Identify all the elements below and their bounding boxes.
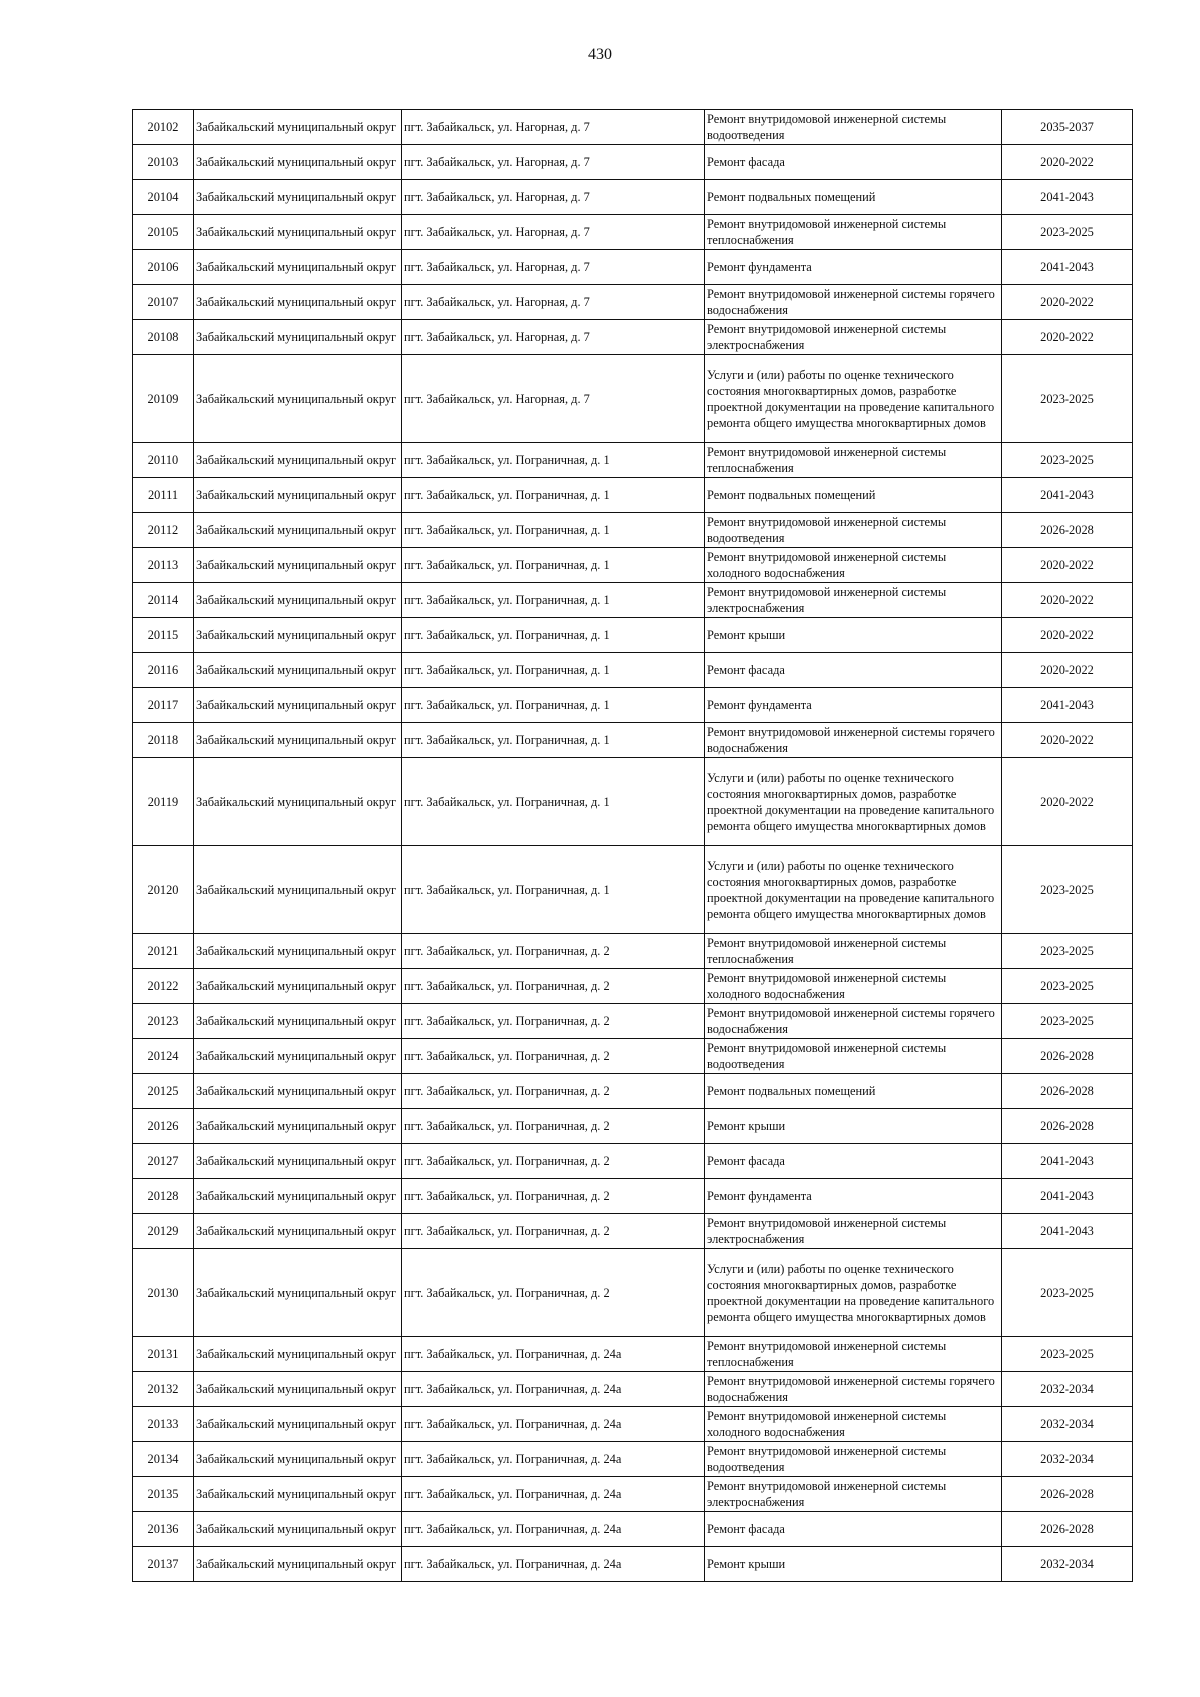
row-number-cell: 20125 [133,1074,194,1109]
work-type-cell: Ремонт внутридомовой инженерной системы холодного водоснабжения [705,969,1002,1004]
period-cell: 2026-2028 [1002,1477,1133,1512]
row-number-cell: 20109 [133,355,194,443]
work-type-cell: Ремонт внутридомовой инженерной системы горячего водоснабжения [705,1004,1002,1039]
row-number-cell: 20135 [133,1477,194,1512]
table-row [133,653,1133,688]
period-cell: 2041-2043 [1002,180,1133,215]
municipality-cell: Забайкальский муниципальный округ [194,1214,402,1249]
row-number-cell: 20119 [133,758,194,846]
period-cell: 2020-2022 [1002,285,1133,320]
table-row [133,110,1133,145]
work-type-cell: Ремонт внутридомовой инженерной системы электроснабжения [705,1477,1002,1512]
work-type-cell: Ремонт внутридомовой инженерной системы теплоснабжения [705,934,1002,969]
work-type-cell: Ремонт внутридомовой инженерной системы водоотведения [705,1039,1002,1074]
row-number-cell: 20130 [133,1249,194,1337]
municipality-cell: Забайкальский муниципальный округ [194,1547,402,1582]
row-number-cell: 20116 [133,653,194,688]
period-cell: 2026-2028 [1002,1074,1133,1109]
municipality-cell: Забайкальский муниципальный округ [194,618,402,653]
period-cell: 2020-2022 [1002,583,1133,618]
period-cell: 2020-2022 [1002,320,1133,355]
municipality-cell: Забайкальский муниципальный округ [194,1442,402,1477]
work-type-cell: Услуги и (или) работы по оценке технического состояния многоквартирных домов, разработке проектной документации на проведение капитального ремонта общего имущества многоквартирных домов [705,355,1002,443]
row-number-cell: 20108 [133,320,194,355]
period-cell: 2026-2028 [1002,1039,1133,1074]
table-row [133,145,1133,180]
municipality-cell: Забайкальский муниципальный округ [194,145,402,180]
period-cell: 2023-2025 [1002,215,1133,250]
address-cell: пгт. Забайкальск, ул. Пограничная, д. 2 [402,1214,705,1249]
table-row [133,688,1133,723]
row-number-cell: 20110 [133,443,194,478]
row-number-cell: 20114 [133,583,194,618]
work-type-cell: Ремонт фундамента [705,688,1002,723]
address-cell: пгт. Забайкальск, ул. Пограничная, д. 1 [402,618,705,653]
municipality-cell: Забайкальский муниципальный округ [194,688,402,723]
row-number-cell: 20106 [133,250,194,285]
address-cell: пгт. Забайкальск, ул. Нагорная, д. 7 [402,110,705,145]
municipality-cell: Забайкальский муниципальный округ [194,723,402,758]
table-row [133,1109,1133,1144]
address-cell: пгт. Забайкальск, ул. Нагорная, д. 7 [402,250,705,285]
address-cell: пгт. Забайкальск, ул. Пограничная, д. 2 [402,1249,705,1337]
table-row [133,1547,1133,1582]
address-cell: пгт. Забайкальск, ул. Пограничная, д. 24а [402,1407,705,1442]
period-cell: 2041-2043 [1002,688,1133,723]
repair-schedule-table [132,109,1133,1582]
table-row [133,583,1133,618]
address-cell: пгт. Забайкальск, ул. Пограничная, д. 1 [402,758,705,846]
period-cell: 2020-2022 [1002,548,1133,583]
row-number-cell: 20113 [133,548,194,583]
work-type-cell: Ремонт внутридомовой инженерной системы холодного водоснабжения [705,1407,1002,1442]
municipality-cell: Забайкальский муниципальный округ [194,285,402,320]
municipality-cell: Забайкальский муниципальный округ [194,513,402,548]
address-cell: пгт. Забайкальск, ул. Нагорная, д. 7 [402,180,705,215]
row-number-cell: 20112 [133,513,194,548]
period-cell: 2041-2043 [1002,1144,1133,1179]
municipality-cell: Забайкальский муниципальный округ [194,478,402,513]
row-number-cell: 20118 [133,723,194,758]
row-number-cell: 20123 [133,1004,194,1039]
address-cell: пгт. Забайкальск, ул. Пограничная, д. 24а [402,1337,705,1372]
address-cell: пгт. Забайкальск, ул. Пограничная, д. 24а [402,1512,705,1547]
address-cell: пгт. Забайкальск, ул. Пограничная, д. 2 [402,1074,705,1109]
work-type-cell: Ремонт внутридомовой инженерной системы теплоснабжения [705,215,1002,250]
municipality-cell: Забайкальский муниципальный округ [194,1337,402,1372]
table-row [133,478,1133,513]
period-cell: 2032-2034 [1002,1372,1133,1407]
work-type-cell: Ремонт внутридомовой инженерной системы горячего водоснабжения [705,1372,1002,1407]
table-row [133,934,1133,969]
work-type-cell: Услуги и (или) работы по оценке технического состояния многоквартирных домов, разработке проектной документации на проведение капитального ремонта общего имущества многоквартирных домов [705,846,1002,934]
address-cell: пгт. Забайкальск, ул. Пограничная, д. 2 [402,934,705,969]
period-cell: 2023-2025 [1002,934,1133,969]
table-row [133,1512,1133,1547]
municipality-cell: Забайкальский муниципальный округ [194,1372,402,1407]
table-body [133,110,1133,1582]
address-cell: пгт. Забайкальск, ул. Пограничная, д. 1 [402,688,705,723]
row-number-cell: 20121 [133,934,194,969]
page-number: 430 [588,46,612,63]
work-type-cell: Ремонт фасада [705,145,1002,180]
municipality-cell: Забайкальский муниципальный округ [194,110,402,145]
municipality-cell: Забайкальский муниципальный округ [194,758,402,846]
work-type-cell: Ремонт фундамента [705,1179,1002,1214]
address-cell: пгт. Забайкальск, ул. Нагорная, д. 7 [402,215,705,250]
row-number-cell: 20127 [133,1144,194,1179]
row-number-cell: 20124 [133,1039,194,1074]
row-number-cell: 20102 [133,110,194,145]
work-type-cell: Услуги и (или) работы по оценке технического состояния многоквартирных домов, разработке проектной документации на проведение капитального ремонта общего имущества многоквартирных домов [705,1249,1002,1337]
table-row [133,1039,1133,1074]
work-type-cell: Ремонт внутридомовой инженерной системы водоотведения [705,1442,1002,1477]
address-cell: пгт. Забайкальск, ул. Нагорная, д. 7 [402,320,705,355]
work-type-cell: Ремонт фасада [705,653,1002,688]
address-cell: пгт. Забайкальск, ул. Пограничная, д. 2 [402,1109,705,1144]
work-type-cell: Ремонт подвальных помещений [705,478,1002,513]
period-cell: 2023-2025 [1002,1249,1133,1337]
address-cell: пгт. Забайкальск, ул. Нагорная, д. 7 [402,145,705,180]
work-type-cell: Ремонт внутридомовой инженерной системы теплоснабжения [705,1337,1002,1372]
table-row [133,1214,1133,1249]
period-cell: 2020-2022 [1002,145,1133,180]
table-row [133,1337,1133,1372]
address-cell: пгт. Забайкальск, ул. Пограничная, д. 24а [402,1477,705,1512]
municipality-cell: Забайкальский муниципальный округ [194,1512,402,1547]
work-type-cell: Услуги и (или) работы по оценке технического состояния многоквартирных домов, разработке проектной документации на проведение капитального ремонта общего имущества многоквартирных домов [705,758,1002,846]
address-cell: пгт. Забайкальск, ул. Пограничная, д. 2 [402,969,705,1004]
table-row [133,513,1133,548]
row-number-cell: 20117 [133,688,194,723]
table-row [133,1144,1133,1179]
period-cell: 2023-2025 [1002,443,1133,478]
period-cell: 2023-2025 [1002,969,1133,1004]
municipality-cell: Забайкальский муниципальный округ [194,934,402,969]
period-cell: 2041-2043 [1002,478,1133,513]
period-cell: 2023-2025 [1002,1004,1133,1039]
period-cell: 2026-2028 [1002,1512,1133,1547]
address-cell: пгт. Забайкальск, ул. Нагорная, д. 7 [402,285,705,320]
municipality-cell: Забайкальский муниципальный округ [194,1477,402,1512]
work-type-cell: Ремонт внутридомовой инженерной системы горячего водоснабжения [705,723,1002,758]
municipality-cell: Забайкальский муниципальный округ [194,1039,402,1074]
municipality-cell: Забайкальский муниципальный округ [194,215,402,250]
period-cell: 2023-2025 [1002,846,1133,934]
row-number-cell: 20131 [133,1337,194,1372]
period-cell: 2041-2043 [1002,1214,1133,1249]
period-cell: 2041-2043 [1002,1179,1133,1214]
period-cell: 2032-2034 [1002,1407,1133,1442]
table-row [133,846,1133,934]
period-cell: 2020-2022 [1002,653,1133,688]
table-row [133,180,1133,215]
table-row [133,1179,1133,1214]
municipality-cell: Забайкальский муниципальный округ [194,1179,402,1214]
work-type-cell: Ремонт внутридомовой инженерной системы холодного водоснабжения [705,548,1002,583]
row-number-cell: 20120 [133,846,194,934]
row-number-cell: 20107 [133,285,194,320]
work-type-cell: Ремонт крыши [705,618,1002,653]
municipality-cell: Забайкальский муниципальный округ [194,1144,402,1179]
municipality-cell: Забайкальский муниципальный округ [194,1004,402,1039]
address-cell: пгт. Забайкальск, ул. Пограничная, д. 1 [402,653,705,688]
work-type-cell: Ремонт фасада [705,1144,1002,1179]
period-cell: 2041-2043 [1002,250,1133,285]
municipality-cell: Забайкальский муниципальный округ [194,355,402,443]
period-cell: 2032-2034 [1002,1547,1133,1582]
row-number-cell: 20136 [133,1512,194,1547]
period-cell: 2035-2037 [1002,110,1133,145]
table-row [133,723,1133,758]
work-type-cell: Ремонт внутридомовой инженерной системы электроснабжения [705,320,1002,355]
period-cell: 2023-2025 [1002,355,1133,443]
period-cell: 2026-2028 [1002,1109,1133,1144]
row-number-cell: 20132 [133,1372,194,1407]
address-cell: пгт. Забайкальск, ул. Пограничная, д. 2 [402,1179,705,1214]
address-cell: пгт. Забайкальск, ул. Пограничная, д. 1 [402,513,705,548]
table-row [133,969,1133,1004]
table-row [133,320,1133,355]
work-type-cell: Ремонт подвальных помещений [705,1074,1002,1109]
table-row [133,215,1133,250]
row-number-cell: 20126 [133,1109,194,1144]
address-cell: пгт. Забайкальск, ул. Пограничная, д. 1 [402,723,705,758]
address-cell: пгт. Забайкальск, ул. Нагорная, д. 7 [402,355,705,443]
work-type-cell: Ремонт подвальных помещений [705,180,1002,215]
table-row [133,250,1133,285]
address-cell: пгт. Забайкальск, ул. Пограничная, д. 24а [402,1547,705,1582]
row-number-cell: 20128 [133,1179,194,1214]
municipality-cell: Забайкальский муниципальный округ [194,250,402,285]
work-type-cell: Ремонт крыши [705,1547,1002,1582]
table-row [133,1442,1133,1477]
table-row [133,1004,1133,1039]
work-type-cell: Ремонт крыши [705,1109,1002,1144]
address-cell: пгт. Забайкальск, ул. Пограничная, д. 1 [402,443,705,478]
row-number-cell: 20105 [133,215,194,250]
row-number-cell: 20133 [133,1407,194,1442]
municipality-cell: Забайкальский муниципальный округ [194,548,402,583]
address-cell: пгт. Забайкальск, ул. Пограничная, д. 1 [402,478,705,513]
municipality-cell: Забайкальский муниципальный округ [194,846,402,934]
table-row [133,618,1133,653]
municipality-cell: Забайкальский муниципальный округ [194,1074,402,1109]
row-number-cell: 20134 [133,1442,194,1477]
table-row [133,1074,1133,1109]
row-number-cell: 20111 [133,478,194,513]
work-type-cell: Ремонт внутридомовой инженерной системы горячего водоснабжения [705,285,1002,320]
address-cell: пгт. Забайкальск, ул. Пограничная, д. 2 [402,1039,705,1074]
address-cell: пгт. Забайкальск, ул. Пограничная, д. 24а [402,1372,705,1407]
row-number-cell: 20129 [133,1214,194,1249]
period-cell: 2026-2028 [1002,513,1133,548]
work-type-cell: Ремонт внутридомовой инженерной системы водоотведения [705,110,1002,145]
table-row [133,285,1133,320]
address-cell: пгт. Забайкальск, ул. Пограничная, д. 1 [402,583,705,618]
address-cell: пгт. Забайкальск, ул. Пограничная, д. 1 [402,548,705,583]
work-type-cell: Ремонт внутридомовой инженерной системы электроснабжения [705,1214,1002,1249]
period-cell: 2020-2022 [1002,618,1133,653]
work-type-cell: Ремонт фундамента [705,250,1002,285]
work-type-cell: Ремонт внутридомовой инженерной системы теплоснабжения [705,443,1002,478]
municipality-cell: Забайкальский муниципальный округ [194,320,402,355]
municipality-cell: Забайкальский муниципальный округ [194,180,402,215]
table-row [133,1407,1133,1442]
address-cell: пгт. Забайкальск, ул. Пограничная, д. 2 [402,1144,705,1179]
table-row [133,758,1133,846]
work-type-cell: Ремонт внутридомовой инженерной системы электроснабжения [705,583,1002,618]
period-cell: 2020-2022 [1002,758,1133,846]
work-type-cell: Ремонт внутридомовой инженерной системы водоотведения [705,513,1002,548]
table-row [133,548,1133,583]
address-cell: пгт. Забайкальск, ул. Пограничная, д. 24а [402,1442,705,1477]
municipality-cell: Забайкальский муниципальный округ [194,583,402,618]
period-cell: 2023-2025 [1002,1337,1133,1372]
municipality-cell: Забайкальский муниципальный округ [194,653,402,688]
table-row [133,355,1133,443]
period-cell: 2020-2022 [1002,723,1133,758]
row-number-cell: 20104 [133,180,194,215]
table-row [133,443,1133,478]
work-type-cell: Ремонт фасада [705,1512,1002,1547]
address-cell: пгт. Забайкальск, ул. Пограничная, д. 1 [402,846,705,934]
period-cell: 2032-2034 [1002,1442,1133,1477]
row-number-cell: 20122 [133,969,194,1004]
row-number-cell: 20103 [133,145,194,180]
municipality-cell: Забайкальский муниципальный округ [194,1109,402,1144]
municipality-cell: Забайкальский муниципальный округ [194,443,402,478]
municipality-cell: Забайкальский муниципальный округ [194,1407,402,1442]
municipality-cell: Забайкальский муниципальный округ [194,1249,402,1337]
table-row [133,1372,1133,1407]
row-number-cell: 20115 [133,618,194,653]
table-row [133,1249,1133,1337]
table-row [133,1477,1133,1512]
row-number-cell: 20137 [133,1547,194,1582]
municipality-cell: Забайкальский муниципальный округ [194,969,402,1004]
address-cell: пгт. Забайкальск, ул. Пограничная, д. 2 [402,1004,705,1039]
